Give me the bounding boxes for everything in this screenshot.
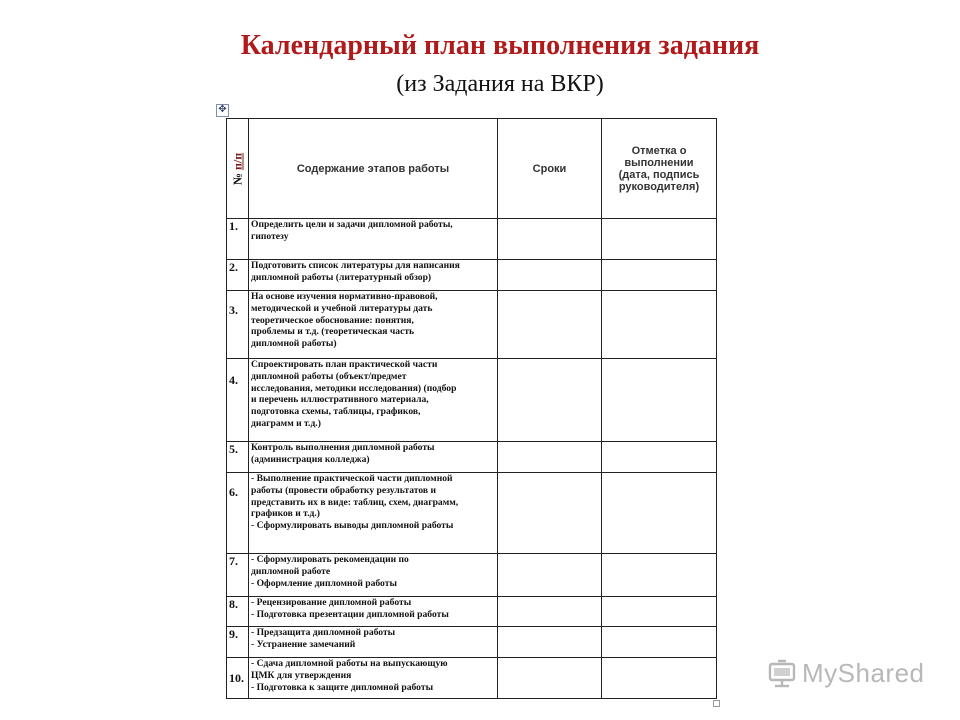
move-cross-icon[interactable]: ✥ bbox=[216, 104, 229, 117]
row-content bbox=[249, 260, 498, 291]
myshared-logo bbox=[766, 656, 925, 690]
header-content: Содержание этапов работы bbox=[249, 119, 498, 219]
content-line: Контроль выполнения дипломной работы bbox=[251, 442, 435, 453]
row-number: 2. bbox=[227, 260, 249, 291]
content-line: Определить цели и задачи дипломной работы, bbox=[251, 219, 453, 230]
mark-cell[interactable] bbox=[602, 291, 717, 359]
table-row bbox=[227, 658, 717, 699]
content-line: и перечень иллюстративного материала, bbox=[251, 394, 429, 406]
row-content bbox=[249, 291, 498, 359]
deadline-cell[interactable] bbox=[498, 442, 602, 473]
content-line: (администрация колледжа) bbox=[251, 453, 370, 465]
header-number-suffix: п/п bbox=[230, 152, 244, 170]
table-row bbox=[227, 260, 717, 291]
row-content bbox=[249, 554, 498, 597]
content-line: дипломной работы) bbox=[251, 338, 337, 350]
content-line: - Сформулировать выводы дипломной работы bbox=[251, 520, 454, 532]
slide-title: Календарный план выполнения задания bbox=[240, 30, 760, 61]
content-line: дипломной работе bbox=[251, 565, 331, 577]
content-line: диаграмм и т.д.) bbox=[251, 417, 321, 429]
content-line: - Сдача дипломной работы на выпускающую bbox=[251, 658, 448, 669]
content-line: ЦМК для утверждения bbox=[251, 669, 352, 681]
row-content bbox=[249, 473, 498, 554]
content-line: подготовка схемы, таблицы, графиков, bbox=[251, 406, 421, 418]
deadline-cell[interactable] bbox=[498, 597, 602, 627]
content-line: - Оформление дипломной работы bbox=[251, 577, 397, 589]
header-mark-line: выполнении bbox=[624, 156, 694, 169]
content-line: дипломной работы (объект/предмет bbox=[251, 370, 407, 382]
row-number: 9. bbox=[227, 627, 249, 658]
content-line: - Устранение замечаний bbox=[251, 638, 356, 650]
row-content bbox=[249, 597, 498, 627]
row-number: 8. bbox=[227, 597, 249, 627]
calendar-plan-table bbox=[226, 118, 717, 699]
mark-cell[interactable] bbox=[602, 627, 717, 658]
content-line: графиков и т.д.) bbox=[251, 508, 320, 520]
row-number: 1. bbox=[227, 219, 249, 260]
content-line: гипотезу bbox=[251, 230, 289, 242]
mark-cell[interactable] bbox=[602, 219, 717, 260]
header-number-prefix: № bbox=[230, 169, 244, 185]
mark-cell[interactable] bbox=[602, 473, 717, 554]
content-line: Спроектировать план практической части bbox=[251, 359, 438, 370]
header-mark-line: (дата, подпись bbox=[618, 168, 700, 181]
mark-cell[interactable] bbox=[602, 658, 717, 699]
row-number: 4. bbox=[227, 359, 249, 442]
header-mark-line: Отметка о bbox=[631, 144, 687, 157]
deadline-cell[interactable] bbox=[498, 260, 602, 291]
content-line: - Выполнение практической части дипломной bbox=[251, 473, 453, 484]
mark-cell[interactable] bbox=[602, 442, 717, 473]
header-mark-line: руководителя) bbox=[618, 180, 700, 193]
row-content bbox=[249, 627, 498, 658]
deadline-cell[interactable] bbox=[498, 627, 602, 658]
row-content bbox=[249, 442, 498, 473]
row-number: 6. bbox=[227, 473, 249, 554]
deadline-cell[interactable] bbox=[498, 658, 602, 699]
table-header-row bbox=[227, 119, 717, 219]
presentation-board-icon bbox=[766, 657, 798, 689]
table-row bbox=[227, 473, 717, 554]
table-row bbox=[227, 359, 717, 442]
content-line: Подготовить список литературы для написания bbox=[251, 260, 460, 271]
table-row bbox=[227, 597, 717, 627]
header-mark bbox=[602, 119, 717, 219]
table-row bbox=[227, 219, 717, 260]
row-number: 7. bbox=[227, 554, 249, 597]
row-content bbox=[249, 658, 498, 699]
content-line: работы (провести обработку результатов и bbox=[251, 484, 437, 496]
row-number: 10. bbox=[227, 658, 249, 699]
logo-text: MyShared bbox=[802, 657, 925, 688]
content-line: - Рецензирование дипломной работы bbox=[251, 597, 412, 608]
content-line: проблемы и т.д. (теоретическая часть bbox=[251, 326, 415, 338]
deadline-cell[interactable] bbox=[498, 359, 602, 442]
mark-cell[interactable] bbox=[602, 597, 717, 627]
content-line: представить их в виде: таблиц, схем, диаграмм, bbox=[251, 496, 459, 508]
row-number: 5. bbox=[227, 442, 249, 473]
deadline-cell[interactable] bbox=[498, 219, 602, 260]
content-line: - Предзащита дипломной работы bbox=[251, 627, 396, 638]
content-line: - Подготовка презентации дипломной работы bbox=[251, 608, 449, 620]
deadline-cell[interactable] bbox=[498, 291, 602, 359]
row-content bbox=[249, 359, 498, 442]
row-number: 3. bbox=[227, 291, 249, 359]
header-number bbox=[227, 119, 249, 219]
deadline-cell[interactable] bbox=[498, 473, 602, 554]
row-content bbox=[249, 219, 498, 260]
table-row bbox=[227, 554, 717, 597]
content-line: - Подготовка к защите дипломной работы bbox=[251, 681, 434, 693]
resize-handle[interactable] bbox=[713, 700, 720, 707]
table-row bbox=[227, 291, 717, 359]
deadline-cell[interactable] bbox=[498, 554, 602, 597]
content-line: На основе изучения нормативно-правовой, bbox=[251, 291, 438, 302]
mark-cell[interactable] bbox=[602, 359, 717, 442]
content-line: теоретическое обоснование: понятия, bbox=[251, 314, 414, 326]
mark-cell[interactable] bbox=[602, 260, 717, 291]
slide-subtitle: (из Задания на ВКР) bbox=[396, 71, 604, 97]
content-line: исследования, методики исследования) (подбор bbox=[251, 382, 457, 394]
table-row bbox=[227, 627, 717, 658]
content-line: - Сформулировать рекомендации по bbox=[251, 554, 409, 565]
content-line: дипломной работы (литературный обзор) bbox=[251, 271, 432, 283]
content-line: методической и учебной литературы дать bbox=[251, 302, 433, 314]
mark-cell[interactable] bbox=[602, 554, 717, 597]
header-deadline: Сроки bbox=[498, 119, 602, 219]
table-row bbox=[227, 442, 717, 473]
